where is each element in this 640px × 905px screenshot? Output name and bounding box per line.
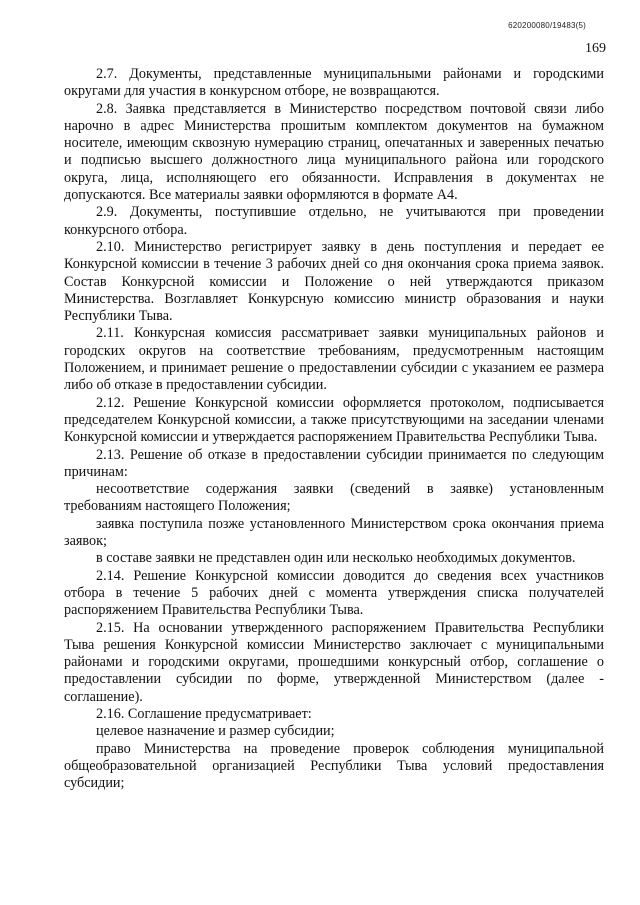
list-item-agreement-1: целевое назначение и размер субсидии; [96,723,335,740]
paragraph-2-9: 2.9. Документы, поступившие отдельно, не учитываются при проведении конкурсного отбора. [64,204,604,238]
paragraph-2-12: 2.12. Решение Конкурсной комиссии оформляется протоколом, подписывается председателем Конкурсной комиссии, а также присутствующими на заседании членами Конкурсной комиссии и утверждается распоряжением Правительства Республики Тыва. [64,394,604,446]
list-item-reason-3: в составе заявки не представлен один или несколько необходимых документов. [96,550,576,567]
body-text [64,66,604,792]
document-id: 620200080/19483(5) [508,21,586,30]
paragraph-2-14: 2.14. Решение Конкурсной комиссии доводится до сведения всех участников отбора в течение 5 рабочих дней с момента утверждения списка получателей распоряжением Правительства Республики Тыва. [64,567,604,619]
page-number: 169 [585,41,606,56]
paragraph-2-7: 2.7. Документы, представленные муниципальными районами и городскими округами для участия в конкурсном отборе, не возвращаются. [64,66,604,100]
paragraph-2-11: 2.11. Конкурсная комиссия рассматривает заявки муниципальных районов и городских округов на соответствие требованиям, предусмотренным настоящим Положением, и принимает решение о предоставлении субсидии с указанием ее размера либо об отказе в предоставлении субсидии. [64,325,604,394]
paragraph-2-10: 2.10. Министерство регистрирует заявку в день поступления и передает ее Конкурсной комиссии в течение 3 рабочих дней со дня окончания срока приема заявок. Состав Конкурсной комиссии и Положение о ней утверждаются приказом Министерства. Возглавляет Конкурсную комиссию министр образования и науки Республики Тыва. [64,238,604,325]
paragraph-2-15: 2.15. На основании утвержденного распоряжением Правительства Республики Тыва решения Конкурсной комиссии Министерство заключает с муниципальными районами и городскими округами, прошедшими конкурсный отбор, соглашение о предоставлении субсидии по форме, утвержденной Министерством (далее - соглашение). [64,619,604,705]
list-item-reason-2: заявка поступила позже установленного Министерством срока окончания приема заявок; [64,515,604,550]
paragraph-2-16: 2.16. Соглашение предусматривает: [96,705,312,722]
paragraph-2-13: 2.13. Решение об отказе в предоставлении субсидии принимается по следующим причинам: [64,446,604,480]
list-item-reason-1: несоответствие содержания заявки (сведений в заявке) установленным требованиям настоящего Положения; [64,481,604,515]
list-item-agreement-2: право Министерства на проведение проверок соблюдения муниципальной общеобразовательной организацией Республики Тыва условий предоставления субсидии; [64,740,604,792]
paragraph-2-8: 2.8. Заявка представляется в Министерство посредством почтовой связи либо нарочно в адрес Министерства прошитым комплектом документов на бумажном носителе, имеющим сквозную нумерацию страниц, опечатанных и заверенных печатью и подписью высшего должностного лица муниципального района или городского округа, лица, исполняющего его обязанности. Исправления в документах не допускаются. Все материалы заявки оформляются в формате А4. [64,100,604,204]
